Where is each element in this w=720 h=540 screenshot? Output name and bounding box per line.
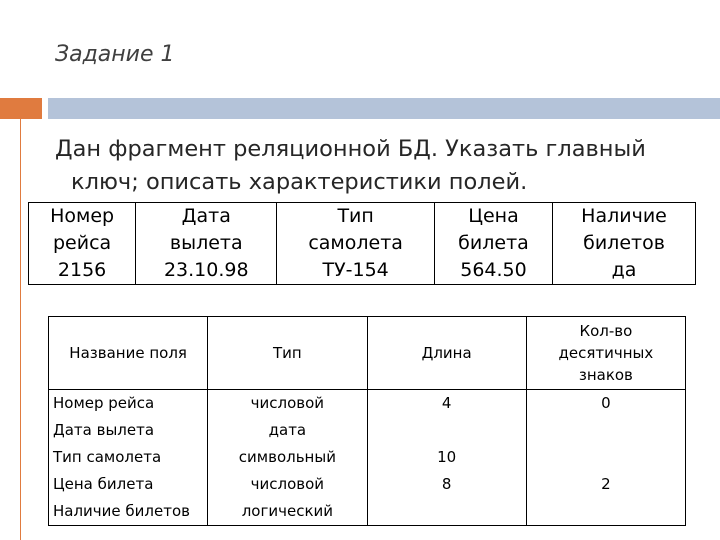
list-item: 4	[441, 394, 452, 412]
field-decimals-cell	[526, 390, 685, 526]
list-item	[372, 498, 522, 525]
header-aircraft-type: Тип самолета	[277, 203, 435, 258]
flight-data-table	[28, 202, 696, 285]
slide-title: Задание 1	[55, 42, 175, 67]
list-item: логический	[241, 502, 334, 520]
value-ticket-price: 564.50	[434, 257, 552, 285]
accent-bar-orange	[0, 98, 42, 119]
header-tickets-available: Наличие билетов	[553, 203, 696, 258]
value-departure-date: 23.10.98	[136, 257, 277, 285]
list-item: числовой	[250, 394, 325, 412]
list-item	[531, 444, 681, 471]
list-item: 2	[601, 475, 611, 493]
header-decimal-places: Кол-во десятичных знаков	[526, 317, 685, 390]
fields-table-body-row	[49, 390, 686, 526]
list-item: Наличие билетов	[53, 502, 190, 520]
list-item	[531, 498, 681, 525]
list-item: Дата вылета	[53, 421, 155, 439]
list-item: Цена билета	[53, 475, 154, 493]
header-type: Тип	[208, 317, 367, 390]
list-item: 8	[441, 475, 452, 493]
field-types-cell	[208, 390, 367, 526]
flight-table-value-row	[29, 257, 696, 285]
list-item: дата	[268, 421, 307, 439]
list-item: Номер рейса	[53, 394, 155, 412]
fields-table-header-row	[49, 317, 686, 390]
header-field-name: Название поля	[49, 317, 208, 390]
flight-table-header-row	[29, 203, 696, 258]
task-line-2: ключ; описать характеристики полей.	[71, 169, 528, 195]
field-characteristics-table	[48, 316, 686, 526]
list-item	[531, 417, 681, 444]
list-item: 10	[437, 448, 457, 466]
accent-vertical-line	[20, 119, 21, 540]
value-aircraft-type: ТУ-154	[277, 257, 435, 285]
task-text	[55, 133, 695, 199]
task-line-1: Дан фрагмент реляционной БД. Указать главный	[55, 136, 646, 162]
header-departure-date: Дата вылета	[136, 203, 277, 258]
accent-bar-blue	[48, 98, 720, 119]
header-flight-number: Номер рейса	[29, 203, 136, 258]
value-tickets-available: да	[553, 257, 696, 285]
list-item	[372, 417, 522, 444]
list-item: Тип самолета	[53, 448, 162, 466]
list-item: символьный	[238, 448, 336, 466]
value-flight-number: 2156	[29, 257, 136, 285]
field-lengths-cell	[367, 390, 526, 526]
field-names-cell	[49, 390, 208, 526]
list-item: 0	[601, 394, 611, 412]
header-length: Длина	[367, 317, 526, 390]
list-item: числовой	[250, 475, 325, 493]
header-ticket-price: Цена билета	[434, 203, 552, 258]
